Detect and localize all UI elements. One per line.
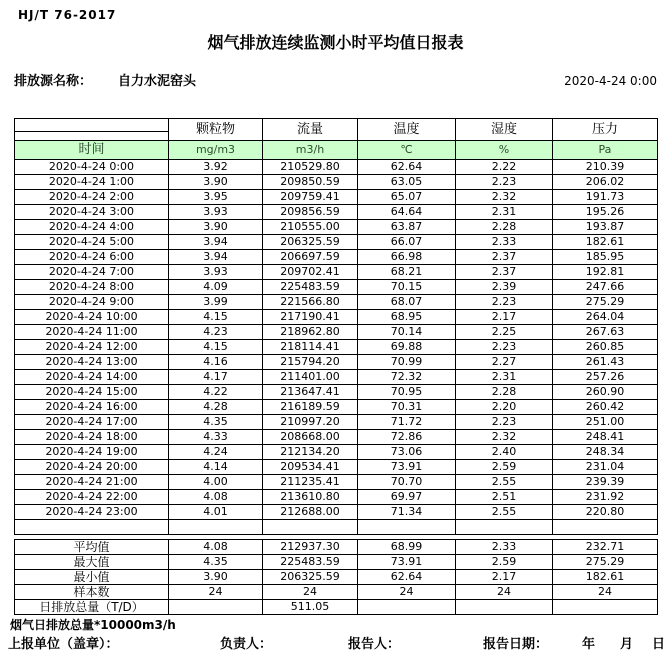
table-cell: 212688.00 <box>263 505 358 520</box>
table-cell: 2.37 <box>456 250 553 265</box>
table-cell: 2.23 <box>456 295 553 310</box>
table-cell: 63.05 <box>358 175 456 190</box>
table-row-label-cell: 2020-4-24 11:00 <box>15 325 169 340</box>
table-cell: 2.39 <box>456 280 553 295</box>
table-cell <box>553 600 658 615</box>
table-row-label-cell: 2020-4-24 21:00 <box>15 475 169 490</box>
table-cell: 73.91 <box>358 555 456 570</box>
reporter-label: 报告人： <box>348 637 401 652</box>
table-cell: 257.26 <box>553 370 658 385</box>
footer-note: 烟气日排放总量*10000m3/h <box>10 618 176 632</box>
table-row <box>15 280 658 295</box>
table-cell: 70.15 <box>358 280 456 295</box>
table-cell: 2.59 <box>456 555 553 570</box>
unit-cell-temperature: ℃ <box>358 141 456 160</box>
table-cell: 73.06 <box>358 445 456 460</box>
table-cell: 4.09 <box>169 280 263 295</box>
footer-signature-line <box>0 633 671 652</box>
table-cell: 70.31 <box>358 400 456 415</box>
table-cell <box>263 520 358 535</box>
report-datetime: 2020-4-24 0:00 <box>564 74 657 88</box>
table-row-label-cell: 2020-4-24 1:00 <box>15 175 169 190</box>
table-cell: 3.93 <box>169 265 263 280</box>
report-date-label: 报告日期： <box>483 637 549 652</box>
table-row-label-cell: 2020-4-24 14:00 <box>15 370 169 385</box>
table-row <box>15 250 658 265</box>
table-row-label-cell: 2020-4-24 23:00 <box>15 505 169 520</box>
table-cell: 209702.41 <box>263 265 358 280</box>
table-cell <box>553 520 658 535</box>
table-cell <box>358 520 456 535</box>
table-cell: 4.16 <box>169 355 263 370</box>
table-row <box>15 220 658 235</box>
table-cell: 3.92 <box>169 160 263 175</box>
table-cell: 215794.20 <box>263 355 358 370</box>
table-cell: 64.64 <box>358 205 456 220</box>
table-row-label-cell: 2020-4-24 3:00 <box>15 205 169 220</box>
table-cell: 182.61 <box>553 235 658 250</box>
source-line <box>14 70 657 89</box>
unit-cell-pressure: Pa <box>553 141 658 160</box>
table-row <box>15 475 658 490</box>
table-cell: 248.41 <box>553 430 658 445</box>
summary-row <box>15 540 658 555</box>
table-cell: 62.64 <box>358 160 456 175</box>
empty-row <box>15 520 658 535</box>
table-cell: 4.24 <box>169 445 263 460</box>
table-cell: 2.32 <box>456 190 553 205</box>
table-cell: 239.39 <box>553 475 658 490</box>
column-header-pressure: 压力 <box>553 119 658 141</box>
table-cell: 208668.00 <box>263 430 358 445</box>
table-cell: 209759.41 <box>263 190 358 205</box>
table-cell: 4.17 <box>169 370 263 385</box>
table-cell: 275.29 <box>553 555 658 570</box>
table-cell: 209856.59 <box>263 205 358 220</box>
table-cell: 218114.41 <box>263 340 358 355</box>
summary-row <box>15 600 658 615</box>
summary-row-label-cell: 最大值 <box>15 555 169 570</box>
table-cell: 2.28 <box>456 385 553 400</box>
table-row <box>15 205 658 220</box>
table-cell: 218962.80 <box>263 325 358 340</box>
table-cell: 231.04 <box>553 460 658 475</box>
table-cell: 2.17 <box>456 570 553 585</box>
summary-row-label-cell: 平均值 <box>15 540 169 555</box>
table-cell <box>456 600 553 615</box>
table-cell: 24 <box>169 585 263 600</box>
table-cell: 68.99 <box>358 540 456 555</box>
table-row <box>15 400 658 415</box>
table-cell: 210555.00 <box>263 220 358 235</box>
table-cell: 267.63 <box>553 325 658 340</box>
table-row-label-cell: 2020-4-24 19:00 <box>15 445 169 460</box>
table-cell: 182.61 <box>553 570 658 585</box>
table-cell: 261.43 <box>553 355 658 370</box>
table-row-label-cell: 2020-4-24 4:00 <box>15 220 169 235</box>
time-header-blank-cell <box>15 119 169 132</box>
table-row-label-cell: 2020-4-24 20:00 <box>15 460 169 475</box>
table-row <box>15 235 658 250</box>
table-cell: 24 <box>263 585 358 600</box>
table-row <box>15 265 658 280</box>
time-header-blank-cell <box>15 132 169 141</box>
table-cell: 66.07 <box>358 235 456 250</box>
table-cell: 232.71 <box>553 540 658 555</box>
table-cell <box>358 600 456 615</box>
table-row-label-cell: 2020-4-24 17:00 <box>15 415 169 430</box>
unit-cell-particulate: mg/m3 <box>169 141 263 160</box>
table-cell: 206325.59 <box>263 570 358 585</box>
table-row <box>15 355 658 370</box>
unit-row <box>15 141 658 160</box>
table-cell: 206697.59 <box>263 250 358 265</box>
day-label: 日 <box>652 637 666 652</box>
unit-cell-humidity: % <box>456 141 553 160</box>
table-row <box>15 325 658 340</box>
table-cell: 4.00 <box>169 475 263 490</box>
table-cell: 216189.59 <box>263 400 358 415</box>
table-cell: 2.33 <box>456 235 553 250</box>
column-header-flow: 流量 <box>263 119 358 141</box>
data-table <box>14 118 658 535</box>
table-cell: 225483.59 <box>263 280 358 295</box>
table-row <box>15 340 658 355</box>
table-cell: 62.64 <box>358 570 456 585</box>
table-cell: 4.23 <box>169 325 263 340</box>
table-cell: 24 <box>358 585 456 600</box>
table-row <box>15 430 658 445</box>
table-cell: 212134.20 <box>263 445 358 460</box>
table-cell: 193.87 <box>553 220 658 235</box>
table-cell: 247.66 <box>553 280 658 295</box>
table-cell: 66.98 <box>358 250 456 265</box>
table-cell: 2.37 <box>456 265 553 280</box>
table-cell: 63.87 <box>358 220 456 235</box>
table-cell: 4.08 <box>169 490 263 505</box>
table-row <box>15 445 658 460</box>
table-cell: 4.35 <box>169 555 263 570</box>
table-cell: 192.81 <box>553 265 658 280</box>
table-cell: 2.31 <box>456 370 553 385</box>
table-cell: 2.55 <box>456 505 553 520</box>
year-label: 年 <box>582 637 596 652</box>
table-row <box>15 175 658 190</box>
table-row <box>15 490 658 505</box>
table-cell: 3.94 <box>169 235 263 250</box>
table-cell: 24 <box>553 585 658 600</box>
table-cell: 4.15 <box>169 340 263 355</box>
table-cell: 69.88 <box>358 340 456 355</box>
report-tables <box>14 118 657 615</box>
table-cell: 217190.41 <box>263 310 358 325</box>
table-row-label-cell: 2020-4-24 12:00 <box>15 340 169 355</box>
table-cell: 2.25 <box>456 325 553 340</box>
table-row-label-cell: 2020-4-24 2:00 <box>15 190 169 205</box>
unit-cell-flow: m3/h <box>263 141 358 160</box>
table-row-label-cell: 2020-4-24 8:00 <box>15 280 169 295</box>
table-cell: 2.20 <box>456 400 553 415</box>
table-row <box>15 295 658 310</box>
table-cell: 220.80 <box>553 505 658 520</box>
table-cell: 251.00 <box>553 415 658 430</box>
table-cell: 3.90 <box>169 220 263 235</box>
summary-row-label-cell: 最小值 <box>15 570 169 585</box>
column-header-particulate: 颗粒物 <box>169 119 263 141</box>
table-cell <box>169 520 263 535</box>
table-cell: 4.28 <box>169 400 263 415</box>
table-cell: 4.01 <box>169 505 263 520</box>
table-row-label-cell: 2020-4-24 6:00 <box>15 250 169 265</box>
table-row-label-cell: 2020-4-24 13:00 <box>15 355 169 370</box>
table-cell: 4.33 <box>169 430 263 445</box>
table-cell: 3.95 <box>169 190 263 205</box>
table-cell: 185.95 <box>553 250 658 265</box>
table-row-label-cell: 2020-4-24 22:00 <box>15 490 169 505</box>
column-header-humidity: 湿度 <box>456 119 553 141</box>
table-cell: 68.07 <box>358 295 456 310</box>
doc-code: HJ/T 76-2017 <box>18 8 117 22</box>
summary-row <box>15 555 658 570</box>
time-header-cell: 时间 <box>15 141 169 160</box>
table-cell: 2.59 <box>456 460 553 475</box>
table-cell: 3.99 <box>169 295 263 310</box>
table-row <box>15 415 658 430</box>
table-cell: 211401.00 <box>263 370 358 385</box>
table-cell: 231.92 <box>553 490 658 505</box>
table-cell: 191.73 <box>553 190 658 205</box>
table-row-label-cell: 2020-4-24 5:00 <box>15 235 169 250</box>
table-cell: 221566.80 <box>263 295 358 310</box>
table-row <box>15 310 658 325</box>
table-row-label-cell: 2020-4-24 0:00 <box>15 160 169 175</box>
summary-row <box>15 570 658 585</box>
table-row-label-cell: 2020-4-24 15:00 <box>15 385 169 400</box>
table-cell: 213647.41 <box>263 385 358 400</box>
table-cell: 225483.59 <box>263 555 358 570</box>
table-cell: 4.22 <box>169 385 263 400</box>
table-row <box>15 460 658 475</box>
summary-row-label-cell: 样本数 <box>15 585 169 600</box>
table-cell: 2.32 <box>456 430 553 445</box>
table-cell: 206.02 <box>553 175 658 190</box>
table-cell: 68.95 <box>358 310 456 325</box>
page-title: 烟气排放连续监测小时平均值日报表 <box>207 33 464 52</box>
table-cell <box>456 520 553 535</box>
table-cell: 70.70 <box>358 475 456 490</box>
table-cell: 2.33 <box>456 540 553 555</box>
table-cell: 2.17 <box>456 310 553 325</box>
table-row <box>15 190 658 205</box>
table-cell: 248.34 <box>553 445 658 460</box>
table-cell: 2.40 <box>456 445 553 460</box>
table-cell: 71.72 <box>358 415 456 430</box>
table-cell: 275.29 <box>553 295 658 310</box>
table-cell: 206325.59 <box>263 235 358 250</box>
table-cell: 2.23 <box>456 415 553 430</box>
table-cell: 24 <box>456 585 553 600</box>
table-cell: 2.22 <box>456 160 553 175</box>
table-cell: 72.32 <box>358 370 456 385</box>
table-cell: 4.35 <box>169 415 263 430</box>
table-row <box>15 160 658 175</box>
table-row <box>15 385 658 400</box>
table-cell: 2.55 <box>456 475 553 490</box>
table-row-label-cell: 2020-4-24 10:00 <box>15 310 169 325</box>
table-cell: 511.05 <box>263 600 358 615</box>
table-cell: 4.15 <box>169 310 263 325</box>
table-cell: 260.85 <box>553 340 658 355</box>
table-cell: 71.34 <box>358 505 456 520</box>
table-cell: 4.08 <box>169 540 263 555</box>
table-cell: 212937.30 <box>263 540 358 555</box>
table-cell: 260.42 <box>553 400 658 415</box>
table-cell: 210529.80 <box>263 160 358 175</box>
table-row-label-cell: 2020-4-24 18:00 <box>15 430 169 445</box>
table-row-label-cell: 2020-4-24 9:00 <box>15 295 169 310</box>
table-cell: 3.90 <box>169 175 263 190</box>
table-row <box>15 370 658 385</box>
table-cell: 3.94 <box>169 250 263 265</box>
source-name-label: 排放源名称： <box>14 74 93 89</box>
table-cell: 209534.41 <box>263 460 358 475</box>
table-cell: 260.90 <box>553 385 658 400</box>
table-cell: 70.99 <box>358 355 456 370</box>
table-cell: 2.31 <box>456 205 553 220</box>
table-cell: 65.07 <box>358 190 456 205</box>
table-cell: 210997.20 <box>263 415 358 430</box>
table-cell: 68.21 <box>358 265 456 280</box>
table-cell: 70.95 <box>358 385 456 400</box>
table-cell: 210.39 <box>553 160 658 175</box>
table-row-label-cell: 2020-4-24 16:00 <box>15 400 169 415</box>
table-cell: 73.91 <box>358 460 456 475</box>
table-cell: 2.51 <box>456 490 553 505</box>
table-cell: 2.28 <box>456 220 553 235</box>
source-name-value: 自力水泥窑头 <box>118 74 197 89</box>
summary-row <box>15 585 658 600</box>
table-row <box>15 505 658 520</box>
column-header-temperature: 温度 <box>358 119 456 141</box>
table-cell: 70.14 <box>358 325 456 340</box>
table-cell: 213610.80 <box>263 490 358 505</box>
header-row <box>15 119 658 132</box>
table-cell: 2.23 <box>456 340 553 355</box>
month-label: 月 <box>620 637 634 652</box>
table-cell: 2.23 <box>456 175 553 190</box>
table-cell: 4.14 <box>169 460 263 475</box>
table-cell: 209850.59 <box>263 175 358 190</box>
table-cell: 3.90 <box>169 570 263 585</box>
empty-row-label-cell <box>15 520 169 535</box>
table-row-label-cell: 2020-4-24 7:00 <box>15 265 169 280</box>
table-cell: 69.97 <box>358 490 456 505</box>
report-unit-label: 上报单位（盖章）： <box>8 637 119 652</box>
summary-row-label-cell: 日排放总量（T/D） <box>15 600 169 615</box>
table-cell <box>169 600 263 615</box>
summary-table <box>14 539 658 615</box>
table-cell: 211235.41 <box>263 475 358 490</box>
table-cell: 3.93 <box>169 205 263 220</box>
table-cell: 264.04 <box>553 310 658 325</box>
responsible-person-label: 负责人： <box>220 637 273 652</box>
table-cell: 72.86 <box>358 430 456 445</box>
table-cell: 195.26 <box>553 205 658 220</box>
table-cell: 2.27 <box>456 355 553 370</box>
